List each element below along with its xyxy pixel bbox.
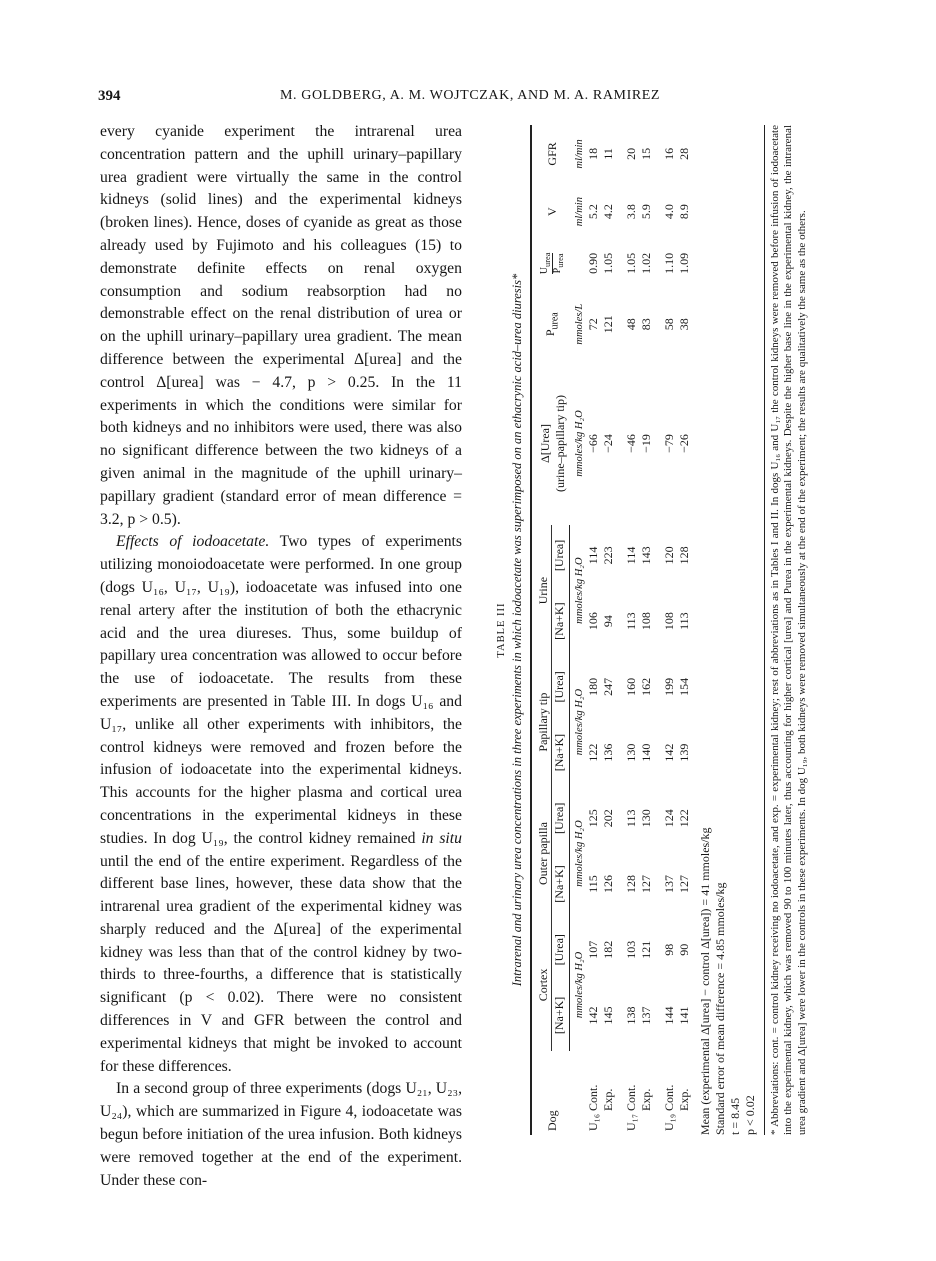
stat-mean-difference: Mean (experimental Δ[urea] − control Δ[urea]) = 41 mmoles/kg	[697, 827, 712, 1135]
col-dog: Dog	[545, 1110, 559, 1131]
cell-value: 1.02	[638, 252, 653, 274]
cell-dog: U₁₉ Cont.	[661, 1084, 676, 1131]
table-row	[586, 125, 601, 1135]
cell-value: 15	[638, 147, 653, 160]
paragraph-iodoacetate	[100, 531, 462, 1078]
cell-value: 18	[585, 147, 600, 160]
cell-value: 108	[638, 612, 653, 631]
cell-value: 142	[585, 1006, 600, 1025]
cell-value: 4.0	[661, 204, 676, 220]
cell-value: 106	[585, 612, 600, 631]
cell-value: 1.05	[623, 252, 638, 274]
cell-value: 128	[623, 875, 638, 893]
cell-value: 130	[638, 809, 653, 828]
cell-value: −26	[676, 434, 691, 453]
running-header-authors: M. GOLDBERG, A. M. WOJTCZAK, AND M. A. RAMIREZ	[280, 88, 661, 103]
cell-value: 115	[585, 875, 600, 893]
cell-value: 160	[623, 677, 638, 696]
table-row	[677, 125, 692, 1135]
cell-dog: U₁₇ Cont.	[623, 1084, 638, 1131]
subhead-outer-papilla-urea: [Urea]	[551, 788, 569, 849]
cell-value: 90	[676, 943, 691, 956]
u-over-p-numerator-sub: urea	[542, 252, 552, 267]
unit-cortex: mmoles/kg H₂O	[573, 951, 585, 1019]
subhead-urine-urea: [Urea]	[551, 525, 569, 586]
cell-value: 103	[623, 940, 638, 959]
unit-v: ml/min	[573, 197, 585, 227]
cell-value: 107	[585, 940, 600, 959]
cell-value: 223	[600, 546, 615, 565]
cell-value: 127	[638, 875, 653, 893]
cell-value: 58	[661, 318, 676, 331]
cell-value: 16	[661, 147, 676, 160]
subhead-outer-papilla-nak: [Na+K]	[551, 849, 569, 919]
cell-value: 122	[676, 809, 691, 828]
table-label: TABLE III	[496, 602, 507, 658]
subhead-papillary-tip-nak: [Na+K]	[551, 717, 569, 787]
cell-value: 138	[623, 1006, 638, 1025]
cell-value: 142	[661, 743, 676, 762]
unit-papillary-tip: mmoles/kg H₂O	[573, 688, 585, 756]
table-iii-rotated	[495, 125, 853, 1135]
cell-value: 120	[661, 546, 676, 565]
cell-value: 121	[600, 315, 615, 334]
cell-value: 20	[623, 147, 638, 160]
cell-value: 1.10	[661, 252, 676, 274]
cell-value: 94	[600, 615, 615, 628]
u-over-p-numerator: U	[538, 266, 550, 275]
cell-value: 199	[661, 677, 676, 696]
table-row	[616, 125, 639, 1135]
unit-urine: mmoles/kg H₂O	[573, 557, 585, 624]
cell-value: 113	[623, 809, 638, 828]
unit-outer-papilla: mmoles/kg H₂O	[573, 820, 585, 887]
cell-dog: Exp.	[600, 1088, 615, 1111]
cell-value: 140	[638, 743, 653, 762]
cell-value: 136	[600, 743, 615, 762]
table-statistics	[698, 125, 758, 1135]
col-cortex: Cortex	[531, 919, 552, 1050]
cell-value: 154	[676, 677, 691, 696]
subhead-cortex-urea: [Urea]	[551, 919, 569, 980]
cell-value: 3.8	[623, 204, 638, 220]
cell-dog: U₁₆ Cont.	[585, 1084, 600, 1131]
paragraph-cyanide: every cyanide experiment the intrarenal urea concentration pattern and the uphill urinary–papillary urea gradient were virtually the same in the control kidneys (solid lines) and the experimental kidneys (broken lines). Hence, doses of cyanide as great as those already used by Fujimoto and his colleagues (15) to demonstrate definite effects on renal oxygen consumption and sodium reabsorption had no demonstrable effect on the renal distribution of urea or on the uphill urinary–papillary urea gradient. The mean difference between the experimental Δ[urea] and the control Δ[urea] was − 4.7, p > 0.25. In the 11 experiments in which the conditions were similar for both kidneys and no inhibitors were used, there was also no significant difference between the two kidneys of a given animal in the magnitude of the uphill urinary–papillary gradient (standard error of mean difference = 3.2, p > 0.5).	[100, 123, 462, 528]
cell-value: −79	[661, 434, 676, 453]
cell-value: 5.9	[638, 204, 653, 220]
cell-value: 124	[661, 809, 676, 828]
cell-value: 28	[676, 147, 691, 160]
cell-value: 145	[600, 1006, 615, 1025]
cell-value: 247	[600, 677, 615, 696]
cell-value: 1.09	[676, 252, 691, 274]
cell-value: 1.05	[600, 252, 615, 274]
cell-value: 98	[661, 943, 676, 956]
col-p-urea	[531, 286, 570, 362]
units-row	[569, 125, 586, 1135]
col-p-urea-sub: urea	[549, 312, 561, 330]
cell-value: 141	[676, 1006, 691, 1025]
col-delta-urea-title: Δ[Urea]	[537, 423, 552, 464]
cell-value: 8.9	[676, 204, 691, 220]
table-row	[654, 125, 677, 1135]
cell-value: 11	[600, 148, 615, 160]
cell-value: 130	[623, 743, 638, 762]
cell-value: 162	[638, 677, 653, 696]
cell-value: 72	[585, 318, 600, 331]
cell-value: −46	[623, 434, 638, 453]
paragraph-iodoacetate-text-b: until the end of the entire experiment. Regardless of the different base lines, however, these data show that the intrarenal urea gradient of the experimental kidney was sharply reduced and the Δ[urea] of the experimental kidney was less than that of the control kidney by two-thirds to three-fourths, a difference that is statistically significant (p < 0.02). There were no consistent differences in V and GFR between the control and experimental kidneys that might be invoked to account for these differences.	[100, 852, 462, 1075]
table-caption: Intrarenal and urinary urea concentrations in three experiments in which iodoacetate was superimposed on an ethacrynic acid–urea diuresis*	[510, 273, 525, 987]
cell-value: 127	[676, 875, 691, 893]
cell-value: 126	[600, 875, 615, 893]
cell-value: 83	[638, 318, 653, 331]
cell-value: 139	[676, 743, 691, 762]
paragraph-iodoacetate-text-a: Two types of experiments utilizing monoiodoacetate were performed. In one group (dogs U₁₆, U₁₇, U₁₉), iodoacetate was infused into one renal artery after the institution of both the ethacrynic acid and the urea diureses. Thus, some buildup of papillary urea concentration was allowed to occur before the use of iodoacetate. The results from these experiments are presented in Table III. In dogs U₁₆ and U₁₇, unlike all other experiments with inhibitors, the control kidneys were removed and frozen before the infusion of iodoacetate into the experimental kidneys. This accounts for the higher plasma and cortical urea concentrations in the experimental kidneys in these studies. In dog U₁₉, the control kidney remained	[100, 533, 463, 847]
cell-value: 114	[585, 546, 600, 565]
cell-value: 48	[623, 318, 638, 331]
col-gfr: GFR	[545, 142, 559, 166]
data-table	[530, 125, 692, 1135]
cell-dog: Exp.	[638, 1088, 653, 1111]
cell-value: 113	[676, 612, 691, 630]
stat-t-value: t = 8.45	[727, 1097, 742, 1135]
in-situ-term: in situ	[421, 829, 462, 847]
body-text-column	[100, 121, 462, 1192]
u-over-p-denominator-sub: urea	[556, 253, 565, 268]
col-outer-papilla: Outer papilla	[531, 788, 552, 919]
col-papillary-tip: Papillary tip	[531, 656, 552, 787]
cell-value: 137	[638, 1006, 653, 1025]
u-over-p-denominator: P	[552, 267, 563, 274]
cell-value: 137	[661, 875, 676, 893]
unit-delta: mmoles/kg H₂O	[573, 410, 585, 477]
table-row	[601, 125, 616, 1135]
cell-value: 144	[661, 1006, 676, 1025]
cell-value: 182	[600, 940, 615, 959]
cell-value: 0.90	[585, 252, 600, 274]
unit-gfr: ml/min	[573, 139, 585, 169]
col-delta-urea-subtitle: (urine–papillary tip)	[552, 395, 567, 492]
stat-standard-error: Standard error of mean difference = 4.85 mmoles/kg	[712, 882, 727, 1135]
col-u-over-p	[531, 240, 570, 286]
cell-dog: Exp.	[676, 1088, 691, 1111]
col-v: V	[545, 207, 559, 216]
cell-value: 4.2	[600, 204, 615, 220]
stat-p-value: p < 0.02	[742, 1095, 757, 1135]
cell-value: 114	[623, 546, 638, 565]
cell-value: 113	[623, 612, 638, 630]
cell-value: 108	[661, 612, 676, 631]
table-footnote: * Abbreviations: cont. = control kidney receiving no iodoacetate, and exp. = experimental kidney; rest of abbreviations as in Tables I and II. In dogs U₁₆ and U₁₇ the control kidneys were removed before infusion of iodoacetate into the experimental kidney, which was removed 90 to 100 minutes later, thus accounting for higher cortical [urea] and Purea in the experimental kidneys. Despite the higher base line in the experimental kidney, the intrarenal urea gradient and Δ[urea] were lower in the controls in these experiments. In dog U₁₉, both kidneys were removed simultaneously at the end of the experiment; the results are qualitatively the same as the others.	[764, 125, 809, 1135]
subhead-papillary-tip-urea: [Urea]	[551, 656, 569, 717]
cell-value: 125	[585, 809, 600, 828]
table-row	[639, 125, 654, 1135]
cell-value: 128	[676, 546, 691, 565]
cell-value: 5.2	[585, 204, 600, 220]
cell-value: −19	[638, 434, 653, 453]
subhead-cortex-nak: [Na+K]	[551, 980, 569, 1050]
col-delta-urea	[531, 362, 570, 525]
cell-value: 143	[638, 546, 653, 565]
subhead-urine-nak: [Na+K]	[551, 586, 569, 656]
cell-value: 121	[638, 940, 653, 959]
col-urine: Urine	[531, 525, 552, 656]
cell-value: −24	[600, 434, 615, 453]
cell-value: 122	[585, 743, 600, 762]
cell-value: −66	[585, 434, 600, 453]
section-heading-iodoacetate: Effects of iodoacetate.	[116, 533, 270, 551]
unit-p-urea: mmoles/L	[573, 303, 585, 345]
col-p-urea-base: P	[543, 329, 558, 337]
cell-value: 180	[585, 677, 600, 696]
paragraph-second-group: In a second group of three experiments (dogs U₂₁, U₂₃, U₂₄), which are summarized in Figure 4, iodoacetate was begun before initiation of the urea infusion. Both kidneys were removed together at the end of the experiment. Under these con-	[100, 1080, 462, 1189]
cell-value: 38	[676, 318, 691, 331]
cell-value: 202	[600, 809, 615, 828]
page-number: 394	[98, 88, 121, 104]
